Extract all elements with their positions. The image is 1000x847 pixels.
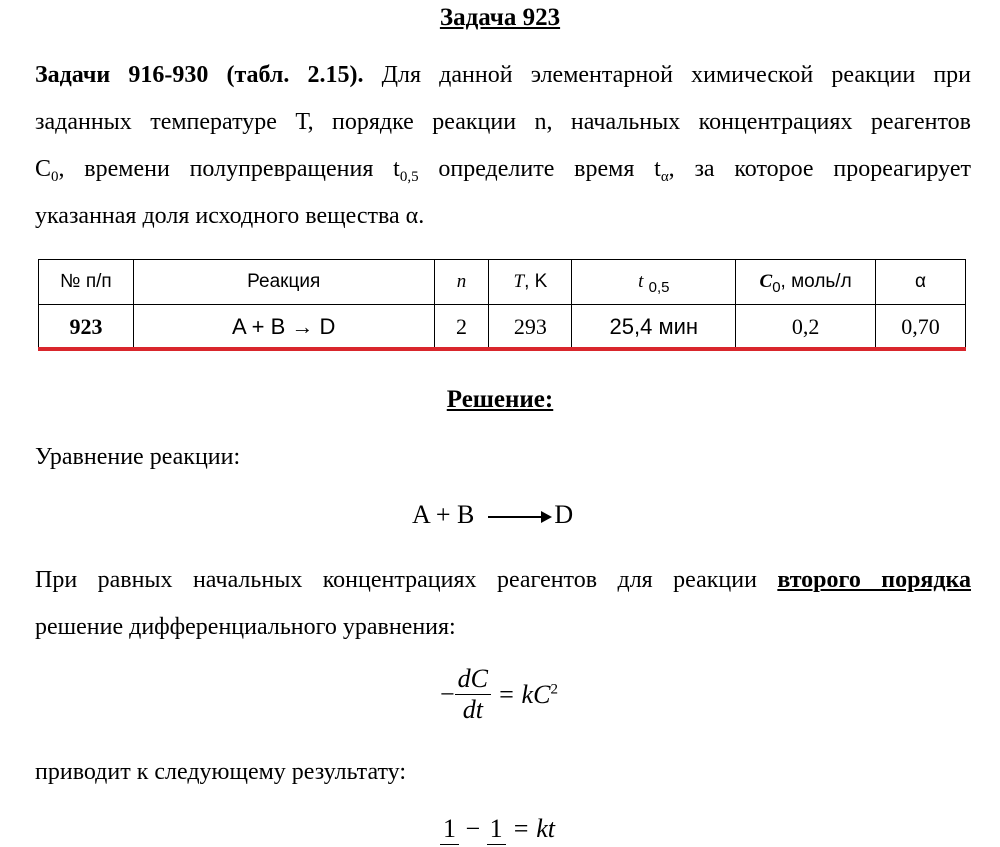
solution-heading: Решение:	[446, 386, 554, 413]
arrow-icon	[488, 516, 550, 518]
result-equation: 1 − 1 = kt	[440, 812, 555, 845]
reaction-left: A + B	[412, 500, 475, 529]
header-num: № п/п	[39, 260, 134, 305]
result-label: приводит к следующему результату:	[35, 759, 407, 785]
second-order-paragraph: При равных начальных концентрациях реагентов для реакции второго порядка решение дифференциального уравнения:	[35, 567, 972, 640]
table-row	[39, 305, 966, 349]
cell-alpha: 0,70	[876, 305, 966, 349]
header-alpha: α	[876, 260, 966, 305]
cell-num: 923	[39, 305, 134, 349]
page-title: Задача 923	[439, 4, 561, 31]
reaction-equation	[412, 500, 573, 530]
header-t05: t $_{0,5}$	[572, 260, 736, 305]
data-table	[38, 259, 966, 349]
statement-line-3: $С_0$, времени полупревращения $t_{0,5}$ определите время $t_\alpha$, за которое прореагирует	[35, 156, 971, 185]
header-C0: $C_0$, моль/л	[736, 260, 876, 305]
problem-statement	[35, 52, 971, 240]
statement-line-1: Для данной элементарной химической реакции при	[381, 62, 972, 88]
equation-label: Уравнение реакции:	[35, 444, 241, 470]
header-reaction: Реакция	[133, 260, 434, 305]
table-bottom-rule	[38, 347, 966, 351]
differential-equation: − $\frac{dC}{dt}$ = $kC^2$	[440, 664, 558, 724]
statement-line-2: заданных температуре Т, порядке реакции n, начальных концентрациях реагентов	[35, 109, 971, 135]
cell-n: 2	[434, 305, 489, 349]
header-n: n	[434, 260, 489, 305]
cell-C0: 0,2	[736, 305, 876, 349]
emphasis-second-order: второго порядка	[777, 567, 972, 593]
problem-ref: Задачи 916-930 (табл. 2.15).	[35, 62, 364, 88]
cell-reaction: A + B → D	[133, 305, 434, 349]
header-T: T, K	[489, 260, 572, 305]
statement-line-4: указанная доля исходного вещества α.	[35, 203, 425, 229]
table-header-row	[39, 260, 966, 305]
reaction-right: D	[554, 500, 574, 529]
cell-t05: 25,4 мин	[572, 305, 736, 349]
cell-T: 293	[489, 305, 572, 349]
